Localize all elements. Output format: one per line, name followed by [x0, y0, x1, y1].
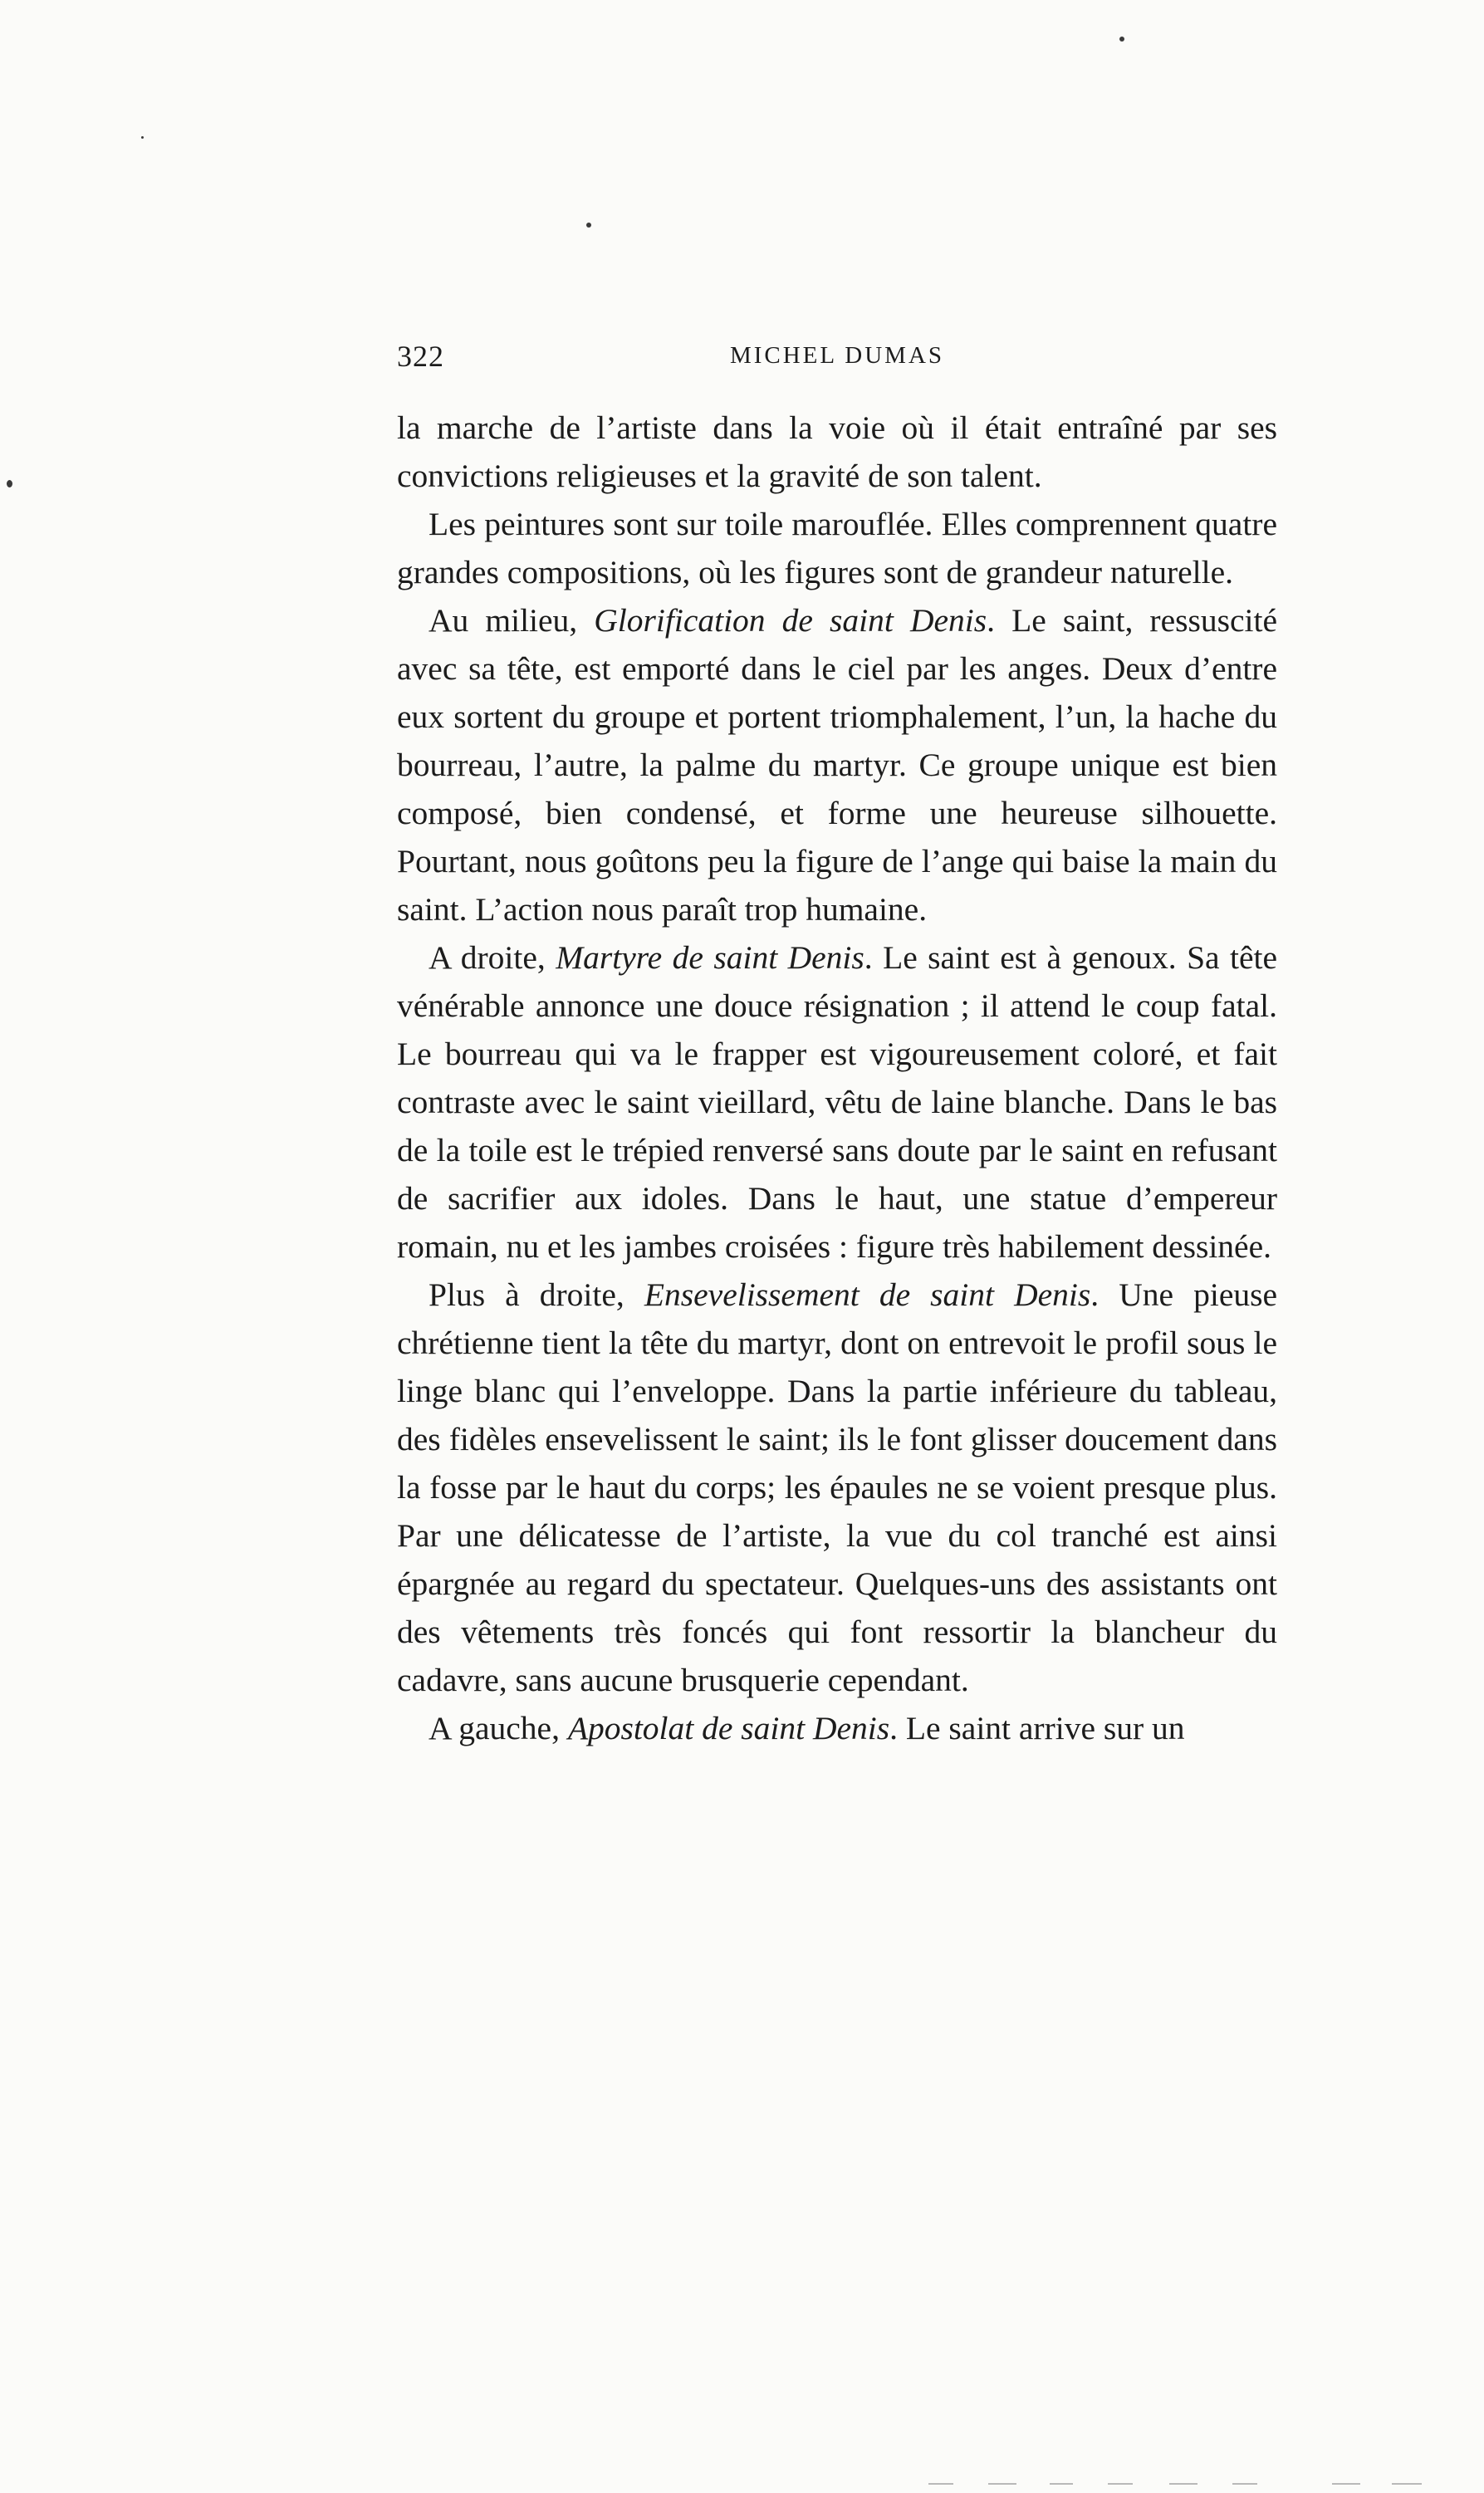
artwork-title: Martyre de saint Denis — [556, 939, 864, 976]
artwork-title: Glorification de saint Denis — [594, 602, 987, 639]
paragraph-text: A droite, — [429, 939, 556, 976]
page-number: 322 — [397, 340, 444, 373]
paragraph-text: A gauche, — [429, 1710, 568, 1746]
running-head: MICHEL DUMAS — [729, 342, 945, 369]
scan-edge-mark — [1332, 2483, 1360, 2485]
paragraph — [397, 1704, 1277, 1752]
paper-speck — [141, 136, 144, 139]
paragraph — [397, 933, 1277, 1271]
paper-speck — [7, 480, 12, 487]
paper-speck — [1119, 37, 1124, 42]
scan-edge-mark — [1392, 2483, 1422, 2485]
paragraph-text: Plus à droite, — [429, 1276, 644, 1313]
scan-edge-mark — [988, 2483, 1016, 2485]
scan-edge-mark — [928, 2483, 953, 2485]
scan-edge-mark — [1050, 2483, 1073, 2485]
paper-speck — [586, 223, 591, 228]
artwork-title: Ensevelissement de saint Denis — [644, 1276, 1091, 1313]
paragraph-text: Les peintures sont sur toile marouflée. Elles comprennent quatre grandes compositions, où les figures sont de grandeur naturelle. — [397, 506, 1277, 590]
paragraph-text: . Le saint, ressuscité avec sa tête, est emporté dans le ciel par les anges. Deux d’entre eux sortent du groupe et portent triomphalement, l’un, la hache du bourreau, l’autre, la palme du martyr. Ce groupe unique est bien composé, bien condensé, et forme une heureuse silhouette. Pourtant, nous goûtons peu la figure de l’ange qui baise la main du saint. L’action nous paraît trop humaine. — [397, 602, 1277, 928]
paragraph-text: . Le saint arrive sur un — [889, 1710, 1185, 1746]
body-text — [397, 404, 1277, 1752]
paragraph — [397, 1271, 1277, 1704]
scan-edge-mark — [1108, 2483, 1133, 2485]
paragraph-text: . Une pieuse chrétienne tient la tête du martyr, dont on entrevoit le profil sous le linge blanc qui l’enveloppe. Dans la partie inférieure du tableau, des fidèles ensevelissent le saint; ils le font glisser doucement dans la fosse par le haut du corps; les épaules ne se voient presque plus. Par une délicatesse de l’artiste, la vue du col tranché est ainsi épargnée au regard du spectateur. Quelques-uns des assistants ont des vêtements très foncés qui font ressortir la blancheur du cadavre, sans aucune brusquerie cependant. — [397, 1276, 1278, 1698]
paragraph-text: Au milieu, — [429, 602, 595, 639]
paragraph-text: la marche de l’artiste dans la voie où il était entraîné par ses convictions religieuses et la gravité de son talent. — [397, 409, 1277, 494]
paragraph — [397, 500, 1277, 596]
scan-edge-mark — [1169, 2483, 1197, 2485]
paragraph-text: . Le saint est à genoux. Sa tête vénérable annonce une douce résignation ; il attend le coup fatal. Le bourreau qui va le frapper est vigoureusement coloré, et fait contraste avec le saint vieillard, vêtu de laine blanche. Dans le bas de la toile est le trépied renversé sans doute par le saint en refusant de sacrifier aux idoles. Dans le haut, une statue d’empereur romain, nu et les jambes croisées : figure très habilement dessinée. — [397, 939, 1278, 1265]
scan-edge-mark — [1232, 2483, 1257, 2485]
paragraph — [397, 596, 1277, 933]
paragraph — [397, 404, 1277, 500]
artwork-title: Apostolat de saint Denis — [567, 1710, 890, 1746]
page-header — [397, 339, 1277, 385]
